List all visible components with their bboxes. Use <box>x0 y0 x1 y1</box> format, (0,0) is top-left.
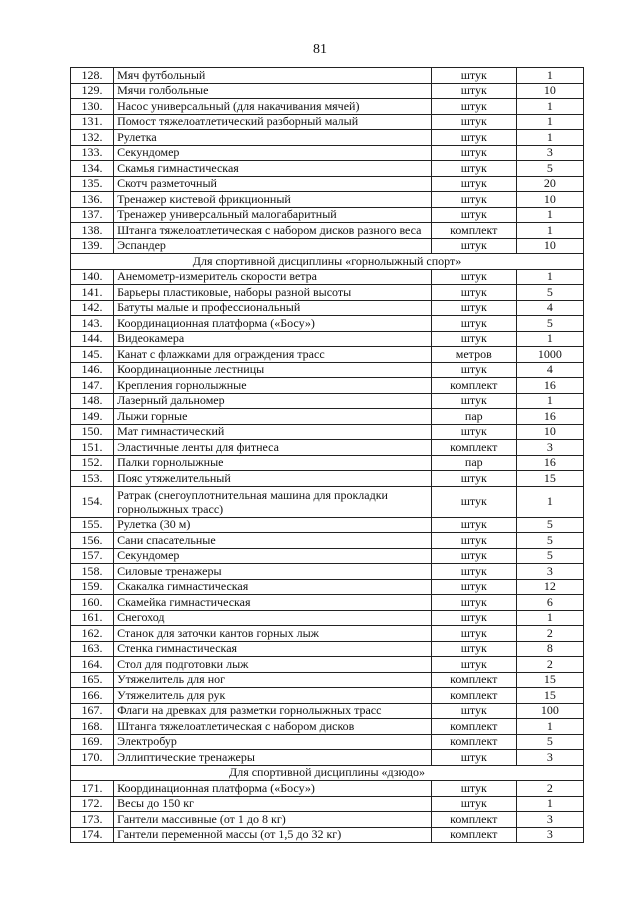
item-quantity: 5 <box>516 517 583 533</box>
item-unit: пар <box>431 455 516 471</box>
item-number: 141. <box>71 285 114 301</box>
item-quantity: 1000 <box>516 347 583 363</box>
item-name: Мячи голбольные <box>114 83 432 99</box>
item-name: Ратрак (снегоуплотнительная машина для прокладки горнолыжных трасс) <box>114 486 432 517</box>
table-row <box>71 424 584 440</box>
item-name: Стенка гимнастическая <box>114 641 432 657</box>
item-name: Координационная платформа («Босу») <box>114 316 432 332</box>
item-unit: штук <box>431 362 516 378</box>
table-row <box>71 362 584 378</box>
item-unit: комплект <box>431 440 516 456</box>
item-name: Штанга тяжелоатлетическая с набором дисков разного веса <box>114 223 432 239</box>
item-quantity: 4 <box>516 300 583 316</box>
item-name: Мат гимнастический <box>114 424 432 440</box>
item-name: Электробур <box>114 734 432 750</box>
item-quantity: 1 <box>516 114 583 130</box>
item-unit: комплект <box>431 672 516 688</box>
item-number: 133. <box>71 145 114 161</box>
item-quantity: 1 <box>516 393 583 409</box>
item-quantity: 15 <box>516 471 583 487</box>
item-quantity: 3 <box>516 440 583 456</box>
item-quantity: 5 <box>516 161 583 177</box>
item-quantity: 1 <box>516 269 583 285</box>
table-row <box>71 610 584 626</box>
item-quantity: 8 <box>516 641 583 657</box>
item-quantity: 15 <box>516 688 583 704</box>
table-row <box>71 750 584 766</box>
table-row <box>71 300 584 316</box>
table-row <box>71 688 584 704</box>
table-row <box>71 455 584 471</box>
item-unit: комплект <box>431 812 516 828</box>
item-unit: комплект <box>431 223 516 239</box>
item-unit: штук <box>431 626 516 642</box>
table-row <box>71 192 584 208</box>
item-name: Лазерный дальномер <box>114 393 432 409</box>
item-number: 171. <box>71 781 114 797</box>
item-quantity: 10 <box>516 424 583 440</box>
section-header-row <box>71 254 584 270</box>
item-unit: штук <box>431 579 516 595</box>
item-name: Гантели переменной массы (от 1,5 до 32 кг) <box>114 827 432 843</box>
item-number: 161. <box>71 610 114 626</box>
table-row <box>71 641 584 657</box>
item-unit: штук <box>431 517 516 533</box>
table-row <box>71 99 584 115</box>
table-row <box>71 486 584 517</box>
item-number: 138. <box>71 223 114 239</box>
item-name: Координационная платформа («Босу») <box>114 781 432 797</box>
item-unit: штук <box>431 393 516 409</box>
item-unit: комплект <box>431 827 516 843</box>
item-quantity: 12 <box>516 579 583 595</box>
page-number: 81 <box>313 42 327 57</box>
item-name: Палки горнолыжные <box>114 455 432 471</box>
item-quantity: 10 <box>516 238 583 254</box>
table-row <box>71 176 584 192</box>
item-quantity: 5 <box>516 548 583 564</box>
section-header-row <box>71 765 584 781</box>
table-row <box>71 114 584 130</box>
item-unit: штук <box>431 595 516 611</box>
item-name: Сани спасательные <box>114 533 432 549</box>
item-unit: штук <box>431 564 516 580</box>
item-name: Эспандер <box>114 238 432 254</box>
item-number: 169. <box>71 734 114 750</box>
table-row <box>71 812 584 828</box>
item-name: Утяжелитель для рук <box>114 688 432 704</box>
item-name: Крепления горнолыжные <box>114 378 432 394</box>
item-unit: штук <box>431 486 516 517</box>
table-row <box>71 734 584 750</box>
item-unit: штук <box>431 641 516 657</box>
item-quantity: 1 <box>516 68 583 84</box>
item-name: Рулетка (30 м) <box>114 517 432 533</box>
item-name: Помост тяжелоатлетический разборный малый <box>114 114 432 130</box>
item-name: Лыжи горные <box>114 409 432 425</box>
item-quantity: 10 <box>516 83 583 99</box>
item-name: Эллиптические тренажеры <box>114 750 432 766</box>
item-unit: комплект <box>431 734 516 750</box>
item-quantity: 1 <box>516 796 583 812</box>
item-name: Насос универсальный (для накачивания мячей) <box>114 99 432 115</box>
table-row <box>71 347 584 363</box>
item-number: 158. <box>71 564 114 580</box>
item-number: 128. <box>71 68 114 84</box>
item-quantity: 1 <box>516 486 583 517</box>
item-number: 142. <box>71 300 114 316</box>
item-name: Тренажер универсальный малогабаритный <box>114 207 432 223</box>
item-name: Канат с флажками для ограждения трасс <box>114 347 432 363</box>
item-name: Пояс утяжелительный <box>114 471 432 487</box>
item-quantity: 3 <box>516 827 583 843</box>
table-row <box>71 223 584 239</box>
item-number: 170. <box>71 750 114 766</box>
item-number: 167. <box>71 703 114 719</box>
item-unit: штук <box>431 130 516 146</box>
item-number: 165. <box>71 672 114 688</box>
item-name: Мяч футбольный <box>114 68 432 84</box>
equipment-table-body <box>71 68 584 843</box>
item-unit: комплект <box>431 688 516 704</box>
item-quantity: 100 <box>516 703 583 719</box>
table-row <box>71 657 584 673</box>
table-row <box>71 827 584 843</box>
item-name: Весы до 150 кг <box>114 796 432 812</box>
item-number: 134. <box>71 161 114 177</box>
item-quantity: 16 <box>516 378 583 394</box>
item-quantity: 1 <box>516 719 583 735</box>
item-number: 173. <box>71 812 114 828</box>
item-name: Снегоход <box>114 610 432 626</box>
table-row <box>71 781 584 797</box>
item-name: Скамья гимнастическая <box>114 161 432 177</box>
item-number: 162. <box>71 626 114 642</box>
item-quantity: 3 <box>516 812 583 828</box>
item-number: 152. <box>71 455 114 471</box>
item-unit: штук <box>431 145 516 161</box>
item-name: Эластичные ленты для фитнеса <box>114 440 432 456</box>
item-number: 163. <box>71 641 114 657</box>
item-name: Утяжелитель для ног <box>114 672 432 688</box>
item-unit: штук <box>431 207 516 223</box>
item-quantity: 20 <box>516 176 583 192</box>
item-quantity: 2 <box>516 626 583 642</box>
table-row <box>71 331 584 347</box>
item-quantity: 4 <box>516 362 583 378</box>
item-unit: штук <box>431 285 516 301</box>
item-quantity: 5 <box>516 533 583 549</box>
item-number: 155. <box>71 517 114 533</box>
item-number: 148. <box>71 393 114 409</box>
item-name: Скамейка гимнастическая <box>114 595 432 611</box>
table-row <box>71 269 584 285</box>
table-row <box>71 393 584 409</box>
item-unit: комплект <box>431 378 516 394</box>
item-unit: штук <box>431 424 516 440</box>
item-number: 146. <box>71 362 114 378</box>
item-number: 136. <box>71 192 114 208</box>
item-number: 130. <box>71 99 114 115</box>
item-unit: штук <box>431 114 516 130</box>
item-number: 174. <box>71 827 114 843</box>
item-number: 131. <box>71 114 114 130</box>
item-name: Видеокамера <box>114 331 432 347</box>
item-unit: штук <box>431 83 516 99</box>
item-name: Секундомер <box>114 145 432 161</box>
item-quantity: 6 <box>516 595 583 611</box>
table-row <box>71 207 584 223</box>
item-number: 143. <box>71 316 114 332</box>
item-unit: штук <box>431 750 516 766</box>
table-row <box>71 533 584 549</box>
item-quantity: 1 <box>516 207 583 223</box>
item-quantity: 15 <box>516 672 583 688</box>
item-number: 159. <box>71 579 114 595</box>
item-number: 135. <box>71 176 114 192</box>
item-unit: штук <box>431 796 516 812</box>
section-title: Для спортивной дисциплины «горнолыжный спорт» <box>71 254 584 270</box>
item-name: Скотч разметочный <box>114 176 432 192</box>
item-quantity: 1 <box>516 130 583 146</box>
item-unit: штук <box>431 331 516 347</box>
table-row <box>71 471 584 487</box>
item-number: 160. <box>71 595 114 611</box>
item-quantity: 5 <box>516 734 583 750</box>
item-number: 145. <box>71 347 114 363</box>
table-row <box>71 285 584 301</box>
item-unit: штук <box>431 703 516 719</box>
item-unit: штук <box>431 238 516 254</box>
item-number: 129. <box>71 83 114 99</box>
item-name: Гантели массивные (от 1 до 8 кг) <box>114 812 432 828</box>
item-number: 144. <box>71 331 114 347</box>
table-row <box>71 68 584 84</box>
item-name: Стол для подготовки лыж <box>114 657 432 673</box>
item-quantity: 3 <box>516 564 583 580</box>
item-number: 140. <box>71 269 114 285</box>
item-name: Барьеры пластиковые, наборы разной высоты <box>114 285 432 301</box>
item-name: Анемометр-измеритель скорости ветра <box>114 269 432 285</box>
item-number: 149. <box>71 409 114 425</box>
item-unit: метров <box>431 347 516 363</box>
item-quantity: 3 <box>516 750 583 766</box>
item-name: Станок для заточки кантов горных лыж <box>114 626 432 642</box>
table-row <box>71 409 584 425</box>
item-unit: штук <box>431 68 516 84</box>
item-number: 151. <box>71 440 114 456</box>
item-name: Флаги на древках для разметки горнолыжных трасс <box>114 703 432 719</box>
item-unit: штук <box>431 610 516 626</box>
item-number: 157. <box>71 548 114 564</box>
item-number: 132. <box>71 130 114 146</box>
item-unit: штук <box>431 548 516 564</box>
item-unit: штук <box>431 161 516 177</box>
table-row <box>71 316 584 332</box>
item-name: Рулетка <box>114 130 432 146</box>
table-row <box>71 378 584 394</box>
item-unit: пар <box>431 409 516 425</box>
table-row <box>71 238 584 254</box>
item-name: Батуты малые и профессиональный <box>114 300 432 316</box>
item-quantity: 5 <box>516 285 583 301</box>
item-unit: штук <box>431 300 516 316</box>
item-unit: комплект <box>431 719 516 735</box>
item-unit: штук <box>431 533 516 549</box>
item-number: 137. <box>71 207 114 223</box>
item-quantity: 10 <box>516 192 583 208</box>
item-quantity: 3 <box>516 145 583 161</box>
item-number: 156. <box>71 533 114 549</box>
table-row <box>71 440 584 456</box>
table-row <box>71 672 584 688</box>
item-number: 147. <box>71 378 114 394</box>
table-row <box>71 517 584 533</box>
item-unit: штук <box>431 657 516 673</box>
table-row <box>71 796 584 812</box>
item-unit: штук <box>431 269 516 285</box>
item-unit: штук <box>431 192 516 208</box>
item-quantity: 16 <box>516 409 583 425</box>
table-row <box>71 548 584 564</box>
item-number: 153. <box>71 471 114 487</box>
table-row <box>71 130 584 146</box>
item-quantity: 2 <box>516 657 583 673</box>
item-quantity: 1 <box>516 223 583 239</box>
item-number: 166. <box>71 688 114 704</box>
item-quantity: 2 <box>516 781 583 797</box>
section-title: Для спортивной дисциплины «дзюдо» <box>71 765 584 781</box>
item-number: 154. <box>71 486 114 517</box>
item-unit: штук <box>431 471 516 487</box>
item-name: Тренажер кистевой фрикционный <box>114 192 432 208</box>
item-quantity: 5 <box>516 316 583 332</box>
table-row <box>71 626 584 642</box>
item-number: 172. <box>71 796 114 812</box>
item-name: Силовые тренажеры <box>114 564 432 580</box>
item-unit: штук <box>431 316 516 332</box>
table-row <box>71 564 584 580</box>
item-number: 139. <box>71 238 114 254</box>
table-row <box>71 83 584 99</box>
item-number: 164. <box>71 657 114 673</box>
item-name: Штанга тяжелоатлетическая с набором дисков <box>114 719 432 735</box>
table-row <box>71 595 584 611</box>
equipment-table <box>70 67 584 843</box>
item-name: Секундомер <box>114 548 432 564</box>
item-quantity: 16 <box>516 455 583 471</box>
table-row <box>71 719 584 735</box>
item-quantity: 1 <box>516 610 583 626</box>
item-unit: штук <box>431 781 516 797</box>
item-number: 150. <box>71 424 114 440</box>
item-number: 168. <box>71 719 114 735</box>
item-quantity: 1 <box>516 331 583 347</box>
item-unit: штук <box>431 176 516 192</box>
table-row <box>71 145 584 161</box>
item-quantity: 1 <box>516 99 583 115</box>
item-name: Скакалка гимнастическая <box>114 579 432 595</box>
item-unit: штук <box>431 99 516 115</box>
table-row <box>71 579 584 595</box>
table-row <box>71 703 584 719</box>
item-name: Координационные лестницы <box>114 362 432 378</box>
table-row <box>71 161 584 177</box>
